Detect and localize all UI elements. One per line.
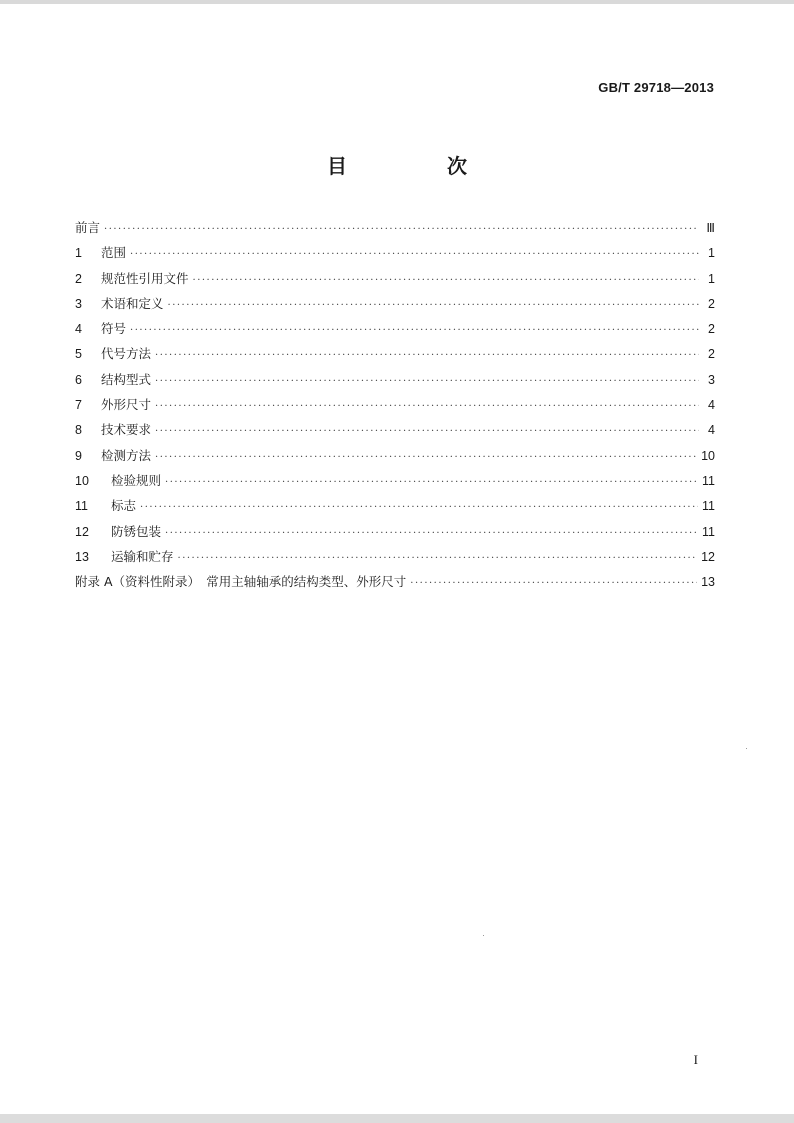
toc-entry-6[interactable] (75, 370, 715, 395)
toc-entry-9[interactable] (75, 446, 715, 471)
toc-leader-dots (155, 426, 699, 437)
toc-entry-foreword[interactable] (75, 218, 715, 243)
toc-entry-4[interactable] (75, 319, 715, 344)
toc-entry-label: 附录 A（资料性附录） 常用主轴轴承的结构类型、外形尺寸 (75, 574, 407, 590)
toc-entry-label: 代号方法 (101, 346, 152, 362)
toc-entry-page: 4 (708, 398, 715, 413)
toc-entry-label: 前言 (75, 220, 101, 235)
toc-entry-page: 3 (708, 372, 715, 387)
toc-leader-dots (155, 401, 699, 412)
toc-leader-dots (140, 502, 698, 513)
toc-entry-number: 12 (75, 524, 89, 539)
page-top-edge (0, 0, 794, 4)
toc-entry-12[interactable] (75, 522, 715, 547)
toc-entry-number: 9 (75, 448, 82, 463)
toc-entry-number: 1 (75, 246, 82, 261)
toc-leader-dots (165, 528, 698, 539)
toc-entry-number: 8 (75, 423, 82, 438)
toc-entry-label: 外形尺寸 (101, 397, 152, 413)
toc-entry-2[interactable] (75, 269, 715, 294)
toc-entry-page: 2 (708, 347, 715, 362)
toc-entry-number: 10 (75, 473, 89, 488)
toc-entry-page: Ⅲ (706, 221, 715, 235)
toc-entry-label: 技术要求 (101, 422, 152, 438)
toc-leader-dots (155, 376, 699, 387)
toc-entry-number: 7 (75, 398, 82, 413)
toc-entry-number: 6 (75, 372, 82, 387)
scan-speck (483, 935, 484, 936)
toc-leader-dots (155, 452, 697, 463)
toc-entry-page: 4 (708, 423, 715, 438)
toc-entry-page: 13 (701, 575, 715, 590)
toc-entry-8[interactable] (75, 420, 715, 445)
toc-entry-label: 符号 (101, 321, 127, 337)
toc-leader-dots (178, 553, 698, 564)
toc-title: 目 次 (327, 154, 507, 178)
toc-leader-dots (130, 249, 699, 260)
toc-leader-dots (130, 325, 699, 336)
table-of-contents (75, 218, 715, 597)
toc-entry-label: 范围 (101, 245, 127, 261)
toc-entry-page: 1 (708, 246, 715, 261)
toc-entry-13[interactable] (75, 547, 715, 572)
toc-entry-page: 2 (708, 322, 715, 337)
toc-entry-page: 12 (701, 549, 715, 564)
toc-entry-number: 2 (75, 271, 82, 286)
toc-entry-5[interactable] (75, 344, 715, 369)
toc-entry-1[interactable] (75, 243, 715, 268)
toc-leader-dots (168, 300, 699, 311)
toc-leader-dots (104, 224, 699, 235)
toc-entry-10[interactable] (75, 471, 715, 496)
toc-entry-number: 3 (75, 296, 82, 311)
toc-entry-annex-a[interactable] (75, 572, 715, 597)
toc-leader-dots (193, 275, 699, 286)
toc-entry-page: 1 (708, 271, 715, 286)
toc-entry-label: 检验规则 (111, 472, 162, 488)
toc-entry-11[interactable] (75, 496, 715, 521)
toc-entry-label: 标志 (111, 498, 137, 514)
toc-leader-dots (165, 477, 698, 488)
toc-leader-dots (410, 578, 697, 589)
toc-entry-page: 11 (702, 524, 715, 539)
toc-entry-page: 11 (702, 499, 715, 514)
toc-entry-label: 术语和定义 (101, 295, 164, 311)
toc-entry-number: 13 (75, 549, 89, 564)
toc-entry-label: 结构型式 (101, 371, 152, 387)
page-bottom-edge (0, 1114, 794, 1123)
toc-entry-page: 10 (701, 448, 715, 463)
toc-entry-page: 11 (702, 473, 715, 488)
toc-leader-dots (155, 350, 699, 361)
toc-entry-number: 5 (75, 347, 82, 362)
toc-entry-number: 11 (75, 499, 88, 514)
scan-speck (746, 748, 747, 749)
toc-entry-number: 4 (75, 322, 82, 337)
toc-entry-label: 规范性引用文件 (101, 270, 189, 286)
toc-entry-label: 运输和贮存 (111, 548, 174, 564)
standard-code: GB/T 29718—2013 (598, 80, 714, 95)
toc-entry-page: 2 (708, 296, 715, 311)
toc-entry-3[interactable] (75, 294, 715, 319)
toc-entry-label: 检测方法 (101, 447, 152, 463)
toc-entry-label: 防锈包装 (111, 523, 162, 539)
toc-entry-7[interactable] (75, 395, 715, 420)
page-number: I (693, 1052, 698, 1067)
